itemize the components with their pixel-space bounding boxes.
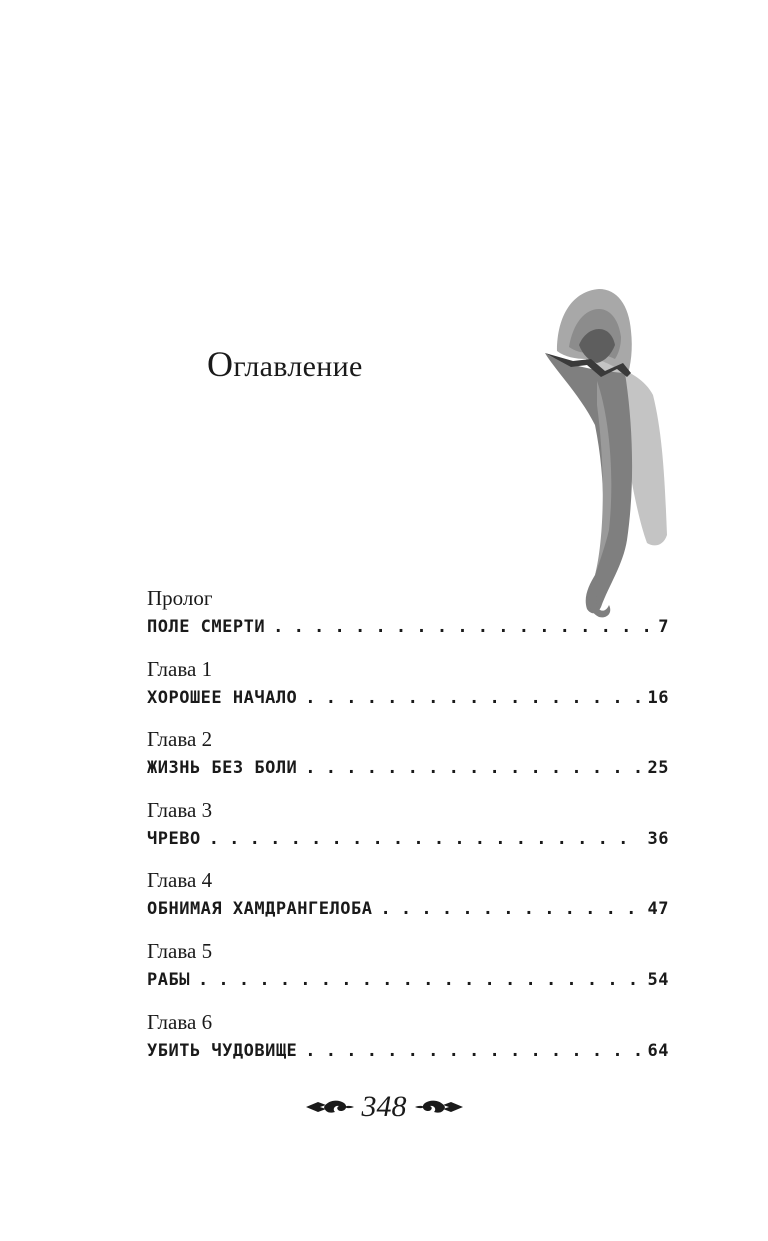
chapter-label: Пролог xyxy=(147,586,213,610)
chapter-label: Глава 1 xyxy=(147,656,213,681)
chapter-page-number: 54 xyxy=(647,969,669,990)
dot-leader xyxy=(198,965,640,995)
chapter-page-number: 64 xyxy=(647,1040,669,1061)
ornament-left-icon xyxy=(304,1096,356,1118)
chapter-line[interactable] xyxy=(147,612,669,642)
chapter-page-number: 25 xyxy=(647,758,669,779)
toc-heading-rest: главление xyxy=(233,350,363,383)
chapter-page-number: 36 xyxy=(647,828,669,849)
toc-heading xyxy=(207,343,363,385)
page-folio xyxy=(0,1090,768,1124)
dot-leader xyxy=(305,1036,639,1066)
chapter-page-number: 47 xyxy=(647,899,669,920)
dot-leader xyxy=(209,824,640,854)
chapter-title[interactable]: ЖИЗНЬ БЕЗ БОЛИ xyxy=(147,758,298,779)
ornament-right-icon xyxy=(413,1096,465,1118)
chapter-line[interactable] xyxy=(147,1036,669,1066)
chapter-page-number: 16 xyxy=(647,687,669,708)
hooded-figure-illustration xyxy=(535,285,675,620)
chapter-label: Глава 5 xyxy=(147,938,213,963)
dot-leader xyxy=(305,683,639,713)
dot-leader xyxy=(273,612,650,642)
chapter-title[interactable]: ЧРЕВО xyxy=(147,828,201,849)
toc-entry-chapter-2[interactable] xyxy=(147,725,669,796)
chapter-title[interactable]: ХОРОШЕЕ НАЧАЛО xyxy=(147,687,298,708)
chapter-line[interactable] xyxy=(147,965,669,995)
chapter-line[interactable] xyxy=(147,683,669,713)
chapter-label: Глава 4 xyxy=(147,868,213,893)
chapter-label: Глава 6 xyxy=(147,1009,213,1034)
chapter-line[interactable] xyxy=(147,894,669,924)
toc-entry-chapter-5[interactable] xyxy=(147,937,669,1008)
dot-leader xyxy=(380,894,639,924)
toc-entry-chapter-3[interactable] xyxy=(147,796,669,867)
chapter-line[interactable] xyxy=(147,824,669,854)
chapter-title[interactable]: УБИТЬ ЧУДОВИЩЕ xyxy=(147,1040,298,1061)
chapter-title[interactable]: ОБНИМАЯ ХАМДРАНГЕЛОБА xyxy=(147,899,373,920)
toc-entry-chapter-4[interactable] xyxy=(147,866,669,937)
toc-entry-chapter-6[interactable] xyxy=(147,1008,669,1079)
page-number: 348 xyxy=(361,1090,407,1123)
toc-entry-chapter-1[interactable] xyxy=(147,655,669,726)
chapter-title[interactable]: ПОЛЕ СМЕРТИ xyxy=(147,617,266,637)
chapter-line[interactable] xyxy=(147,753,669,783)
chapter-title[interactable]: РАБЫ xyxy=(147,969,190,990)
table-of-contents xyxy=(147,584,669,1078)
toc-entry-prologue[interactable] xyxy=(147,584,669,655)
chapter-page-number: 7 xyxy=(658,617,669,637)
toc-heading-initial: О xyxy=(207,344,234,384)
dot-leader xyxy=(305,753,639,783)
chapter-label: Глава 3 xyxy=(147,797,213,822)
chapter-label: Глава 2 xyxy=(147,727,213,752)
